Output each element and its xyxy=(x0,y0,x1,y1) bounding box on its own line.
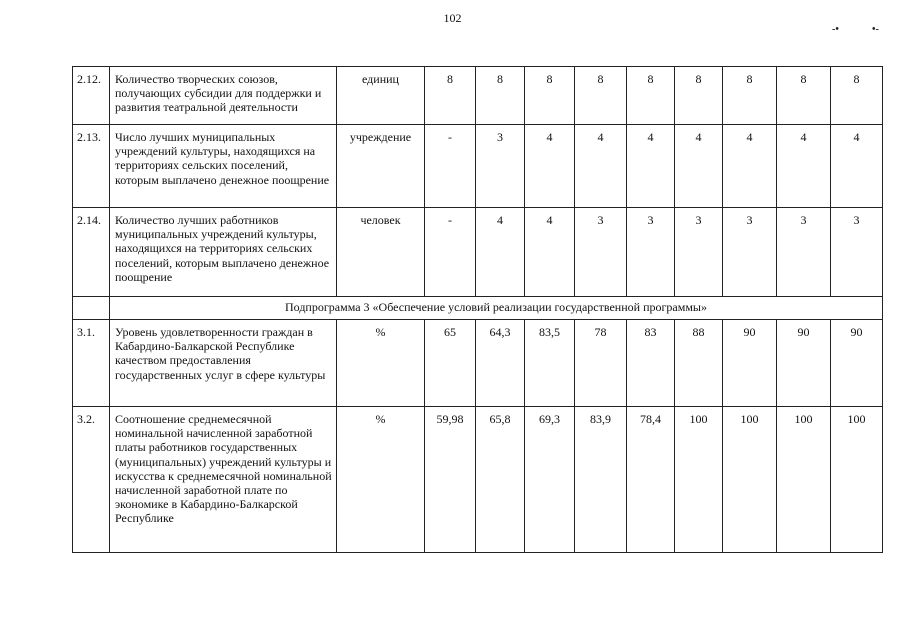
scan-mark: •- xyxy=(872,24,879,35)
value-cell: 78,4 xyxy=(627,407,675,553)
value-cell: 90 xyxy=(831,320,883,407)
value-cell: 100 xyxy=(723,407,777,553)
value-cell: 83 xyxy=(627,320,675,407)
row-number: 2.12. xyxy=(73,67,110,125)
value-cell: 100 xyxy=(777,407,831,553)
value-cell: 4 xyxy=(723,125,777,208)
value-cell: 3 xyxy=(476,125,525,208)
value-cell: 83,9 xyxy=(575,407,627,553)
indicator-name: Соотношение среднемесячной номинальной начисленной заработной платы работников государственных (муниципальных) учреждений культуры и искусства к среднемесячной номинальной начисленной заработной плате по экономике в Кабардино-Балкарской Республике xyxy=(110,407,337,553)
value-cell: - xyxy=(425,125,476,208)
value-cell: 8 xyxy=(675,67,723,125)
value-cell: 3 xyxy=(723,208,777,297)
value-cell: 69,3 xyxy=(525,407,575,553)
subprogram-blank-cell xyxy=(73,297,110,320)
row-number: 3.1. xyxy=(73,320,110,407)
value-cell: 4 xyxy=(675,125,723,208)
page-number: 102 xyxy=(443,11,462,25)
unit-cell: % xyxy=(337,407,425,553)
value-cell: 65 xyxy=(425,320,476,407)
value-cell: 78 xyxy=(575,320,627,407)
value-cell: 90 xyxy=(777,320,831,407)
value-cell: 90 xyxy=(723,320,777,407)
value-cell: 4 xyxy=(777,125,831,208)
subprogram-title: Подпрограмма 3 «Обеспечение условий реализации государственной программы» xyxy=(110,297,883,320)
unit-cell: учреждение xyxy=(337,125,425,208)
row-number: 3.2. xyxy=(73,407,110,553)
row-number: 2.14. xyxy=(73,208,110,297)
value-cell: 8 xyxy=(525,67,575,125)
unit-cell: % xyxy=(337,320,425,407)
table-row xyxy=(73,125,883,208)
indicator-name: Число лучших муниципальных учреждений культуры, находящихся на территориях сельских поселений, которым выплачено денежное поощрение xyxy=(110,125,337,208)
unit-cell: единиц xyxy=(337,67,425,125)
indicators-table xyxy=(72,66,883,553)
value-cell: - xyxy=(425,208,476,297)
subprogram-row xyxy=(73,297,883,320)
scan-mark: -• xyxy=(832,24,839,35)
value-cell: 3 xyxy=(675,208,723,297)
value-cell: 8 xyxy=(723,67,777,125)
value-cell: 4 xyxy=(525,125,575,208)
value-cell: 4 xyxy=(575,125,627,208)
table-row xyxy=(73,208,883,297)
value-cell: 88 xyxy=(675,320,723,407)
value-cell: 3 xyxy=(777,208,831,297)
row-number: 2.13. xyxy=(73,125,110,208)
value-cell: 100 xyxy=(831,407,883,553)
value-cell: 65,8 xyxy=(476,407,525,553)
value-cell: 8 xyxy=(575,67,627,125)
value-cell: 83,5 xyxy=(525,320,575,407)
indicator-name: Количество лучших работников муниципальных учреждений культуры, находящихся на территориях сельских поселений, которым выплачено денежное поощрение xyxy=(110,208,337,297)
indicator-name: Количество творческих союзов, получающих субсидии для поддержки и развития театральной деятельности xyxy=(110,67,337,125)
value-cell: 100 xyxy=(675,407,723,553)
value-cell: 8 xyxy=(425,67,476,125)
value-cell: 3 xyxy=(627,208,675,297)
value-cell: 8 xyxy=(831,67,883,125)
value-cell: 4 xyxy=(476,208,525,297)
value-cell: 4 xyxy=(831,125,883,208)
value-cell: 4 xyxy=(525,208,575,297)
value-cell: 59,98 xyxy=(425,407,476,553)
value-cell: 8 xyxy=(777,67,831,125)
value-cell: 4 xyxy=(627,125,675,208)
value-cell: 3 xyxy=(575,208,627,297)
value-cell: 64,3 xyxy=(476,320,525,407)
unit-cell: человек xyxy=(337,208,425,297)
value-cell: 8 xyxy=(627,67,675,125)
table-row xyxy=(73,407,883,553)
table-row xyxy=(73,320,883,407)
table-row xyxy=(73,67,883,125)
value-cell: 3 xyxy=(831,208,883,297)
indicator-name: Уровень удовлетворенности граждан в Кабардино-Балкарской Республике качеством предоставления государственных услуг в сфере культуры xyxy=(110,320,337,407)
value-cell: 8 xyxy=(476,67,525,125)
